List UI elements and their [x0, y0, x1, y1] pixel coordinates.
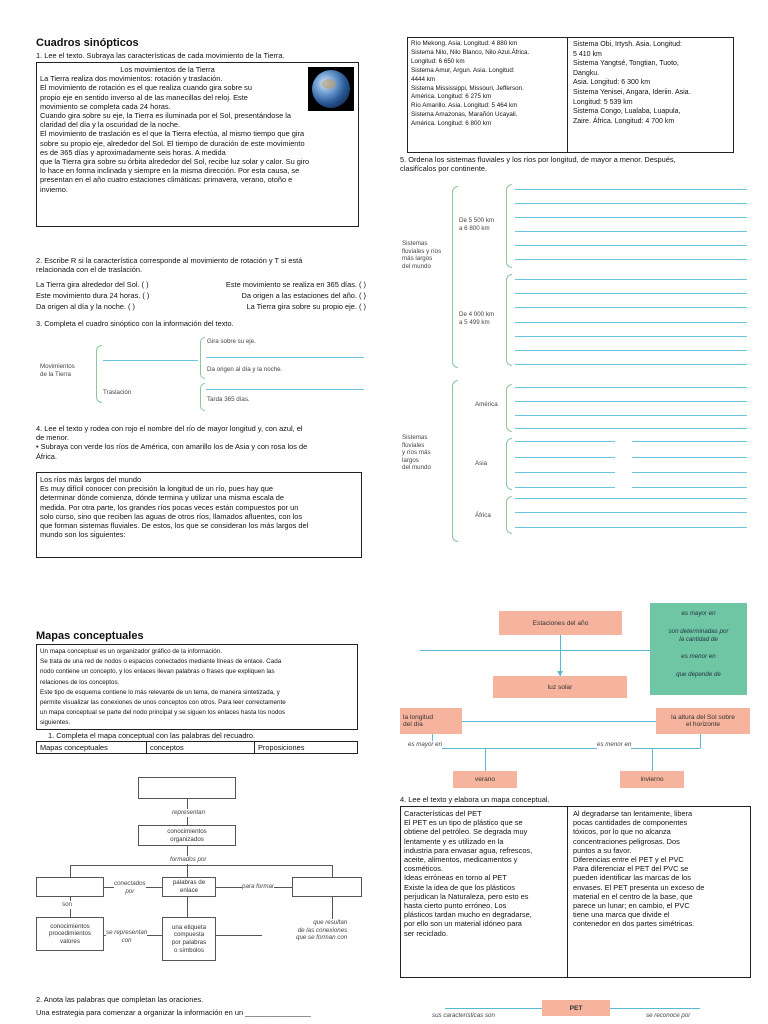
brace-america	[506, 384, 512, 432]
pet-line: concentraciones peligrosas. Dos	[573, 836, 680, 846]
pet-text-box	[400, 806, 751, 978]
map-pet: PET	[542, 1000, 610, 1016]
answer-line[interactable]	[632, 457, 747, 458]
pet-line: pueden identificar las marcas de los	[573, 873, 691, 883]
connector	[332, 865, 333, 877]
answer-line[interactable]	[515, 498, 747, 499]
answer-line[interactable]	[103, 360, 198, 361]
pet-left	[401, 807, 568, 977]
map-se-representan: se representan con	[106, 929, 148, 944]
pet-line: por ello son un material idóneo para	[404, 919, 522, 929]
rivers-table-right	[570, 38, 733, 128]
answer-line[interactable]	[632, 441, 747, 442]
q2-item: La Tierra gira alrededor del Sol. ( )	[36, 280, 149, 289]
map-estaciones: Estaciones del año	[499, 611, 622, 635]
answer-line[interactable]	[515, 387, 747, 388]
pet-right	[570, 807, 750, 931]
answer-line[interactable]	[515, 245, 747, 246]
connector	[216, 935, 262, 936]
answer-line[interactable]	[515, 259, 747, 260]
answer-line[interactable]	[515, 512, 747, 513]
brace-rotacion	[200, 337, 205, 379]
pet-line: hasta cierto punto erróneo. Los	[404, 901, 507, 911]
pet-line: El PET es un tipo de plástico que se	[404, 818, 523, 828]
map-etiqueta: una etiqueta compuesta por palabras o símbolos	[162, 917, 216, 961]
rios-line: determinar dónde comienza, dónde termina y utilizar una misma escala de	[40, 493, 285, 503]
mapas-line: Este tipo de esquema contiene lo más relevante de un tema, de manera sintetizada, y	[40, 688, 280, 696]
answer-line[interactable]	[515, 307, 747, 308]
answer-line[interactable]	[515, 189, 747, 190]
q2-line: relacionada con el de traslación.	[36, 265, 142, 275]
answer-line[interactable]	[515, 336, 747, 337]
connector	[445, 1008, 542, 1009]
pet-line: tiene una marca que divide el	[573, 910, 670, 920]
pet-line: plásticos tardan mucho en degradarse,	[404, 910, 532, 920]
box-line: invierno.	[40, 184, 68, 194]
pet-line: aceite, alimentos, medicamentos y	[404, 855, 518, 865]
map-conectados: conectados por	[114, 880, 146, 895]
map-es-menor: es menor en	[597, 741, 632, 748]
question-2	[36, 256, 302, 274]
box-line: El movimiento de traslación es el que la Tierra efectúa, al mismo tiempo que gira	[40, 129, 305, 139]
answer-line[interactable]	[515, 322, 747, 323]
mapas-question-1: 1. Completa el mapa conceptual con las palabras del recuadro.	[48, 731, 256, 740]
box-line: Cuando gira sobre su eje, la Tierra es iluminada por el Sol, presentándose la	[40, 111, 292, 121]
answer-line[interactable]	[515, 293, 747, 294]
brace-range-1	[506, 184, 512, 268]
diagram-origen: Da origen al día y la noche.	[207, 366, 283, 373]
box-line: La Tierra realiza dos movimientos: rotación y traslación.	[40, 74, 223, 84]
brace-sistemas-2	[452, 380, 458, 542]
map-conocimientos: conocimientos organizados	[138, 825, 236, 846]
word-box	[36, 741, 358, 754]
answer-line[interactable]	[206, 389, 364, 390]
pet-line: contenedor en dos partes simétricas.	[573, 919, 695, 929]
range-label-2: De 4 000 km a 5 499 km	[459, 311, 495, 326]
question-1: 1. Lee el texto. Subraya las características de cada movimiento de la Tierra.	[36, 51, 285, 60]
pet-line: Diferencias entre el PET y el PVC	[573, 855, 684, 865]
answer-line[interactable]	[515, 457, 615, 458]
connector	[652, 748, 653, 772]
section-title-cuadros: Cuadros sinópticos	[36, 37, 139, 49]
map-se-reconoce: se reconoce por	[646, 1012, 691, 1019]
connector	[420, 650, 670, 651]
table-cell-line: Longitud: 5 539 km	[573, 98, 633, 106]
map-blank-left[interactable]	[36, 877, 104, 897]
pet-line: pocas cantidades de componentes	[573, 818, 688, 828]
box-line: que la Tierra gira sobre su órbita alrededor del Sol, recibe luz solar y calor. Su giro	[40, 157, 310, 167]
box-line: propio eje en sentido inverso al de las manecillas del reloj. Este	[40, 92, 248, 102]
brace-main	[96, 345, 102, 403]
box-line: lo hace en forma inclinada y siempre en la misma dirección. Por esta causa, se	[40, 166, 300, 176]
answer-line[interactable]	[515, 415, 747, 416]
map-son: son	[62, 901, 72, 908]
pet-line: envases. El PET presenta un exceso de	[573, 882, 705, 892]
globe-icon	[312, 70, 350, 108]
map-palabras: palabras de enlace	[162, 877, 216, 897]
mapas-line: Se trata de una red de nodos o espacios conectados mediante líneas de enlace. Cada	[40, 658, 282, 666]
pet-line: parece un lunar; en cambio, el PVC	[573, 901, 690, 911]
rios-line: mundo son los siguientes:	[40, 530, 126, 540]
map-es-mayor: es mayor en	[408, 741, 443, 748]
pet-line: cosméticos.	[404, 864, 444, 874]
connector	[462, 721, 656, 722]
box-line: claridad del día y la oscuridad de la noche.	[40, 120, 181, 130]
table-cell-line: Asia. Longitud: 6 300 km	[573, 79, 651, 87]
map-para-formar: para formar	[242, 883, 274, 890]
q2-item: Da origen al día y la noche. ( )	[36, 302, 136, 312]
pet-line: ser reciclado.	[404, 928, 448, 938]
table-cell-line: Sistema Amazonas, Marañón Ucayali.	[411, 111, 518, 119]
mapas-line: siguientes.	[40, 719, 71, 727]
table-cell-line: Sistema Amur, Argun. Asia. Longitud:	[411, 66, 515, 74]
continent-america: América	[475, 401, 498, 408]
answer-line[interactable]	[206, 357, 364, 358]
pet-line: perjudican la Naturaleza, pero esto es	[404, 891, 529, 901]
pet-line: lentamente y es utilizado en la	[404, 836, 504, 846]
q4-line: África.	[36, 451, 57, 461]
map-verano: verano	[453, 771, 517, 788]
map-invierno: invierno	[620, 771, 684, 788]
word-box-cell: Proposiciones	[255, 742, 358, 754]
earth-image	[308, 67, 354, 111]
table-cell-line: Dangku.	[573, 69, 600, 77]
answer-line[interactable]	[515, 472, 615, 473]
answer-line[interactable]	[515, 364, 747, 365]
question-4	[36, 424, 366, 461]
table-cell-line: Sistema Mississippi, Missouri, Jefferson.	[411, 84, 524, 92]
map-conoc-proc: conocimientos procedimientos valores	[36, 917, 104, 951]
brace-range-2	[506, 274, 512, 366]
table-cell-line: Río Amarillo. Asia. Longitud: 5 464 km	[411, 102, 518, 110]
pet-line: industria para envasar agua, refrescos,	[404, 845, 533, 855]
pet-line: puntos a su favor.	[573, 845, 632, 855]
answer-line[interactable]	[632, 487, 747, 488]
table-cell-line: Zaire. África. Longitud: 4 700 km	[573, 117, 675, 125]
answer-line[interactable]	[515, 203, 747, 204]
brace-sistemas-1	[452, 186, 458, 368]
map-sus-caracteristicas: sus características son	[432, 1012, 495, 1019]
table-cell-line: 4444 km	[411, 75, 436, 83]
mapas-question-2-line: Una estrategia para comenzar a organizar la información en un ________________	[36, 1008, 311, 1017]
rios-line: que forman sistemas fluviales. De estos, los que se consideran los más largos del	[40, 521, 309, 531]
pet-line: Ideas erróneas en torno al PET	[404, 873, 507, 883]
green-word: son determinadas por la cantidad de	[668, 628, 729, 643]
table-cell-line: Sistema Nilo, Nilo Blanco, Nilo Azul.África.	[411, 48, 530, 56]
table-cell-line: Sistema Yenisei, Angara, Ideriin. Asia.	[573, 88, 691, 96]
mapas-line: permite visualizar las conexiones de unos conceptos con otros. Para leer correctamente	[40, 699, 286, 707]
pet-line: tóxicos, por lo que no alcanza	[573, 827, 671, 837]
table-cell-line: Río Mekong. Asia. Longitud: 4 880 km	[411, 40, 518, 47]
map-longitud-dia: la longitud del día	[400, 708, 462, 734]
brace-asia	[506, 438, 512, 490]
map-luz-solar: luz solar	[493, 676, 627, 698]
map-formados: formados por	[170, 856, 207, 863]
diagram-tarda: Tarda 365 días.	[207, 396, 250, 403]
word-box-cell: Mapas conceptuales	[37, 742, 147, 754]
table-cell-line: Sistema Congo, Lualaba, Luapula,	[573, 108, 681, 116]
box-line: El movimiento de rotación es el que realiza cuando gira sobre su	[40, 83, 252, 93]
rivers-table-left	[408, 38, 568, 152]
pet-line: Características del PET	[404, 809, 482, 818]
box-line: es de 365 días y aproximadamente seis horas. A medida	[40, 147, 226, 157]
question-5	[400, 155, 676, 173]
pet-line: Existe la idea de que los plásticos	[404, 882, 515, 892]
connector	[432, 748, 700, 749]
pet-line: Al degradarse tan lentamente, libera	[573, 809, 693, 818]
connector	[70, 865, 332, 866]
rios-line: medida. Por otra parte, los grandes ríos pocas veces están compuestos por un	[40, 502, 299, 512]
answer-line[interactable]	[515, 401, 747, 402]
q4-line: 4. Lee el texto y rodea con rojo el nombre del río de mayor longitud y, con azul, el	[36, 424, 303, 433]
map-altura-sol: la altura del Sol sobre el horizonte	[656, 708, 750, 734]
connector	[187, 897, 188, 917]
q2-item: La Tierra gira sobre su propio eje. ( )	[246, 302, 366, 312]
q2-item: Este movimiento dura 24 horas. ( )	[36, 291, 150, 301]
table-cell-line: Sistema Obi, Irtysh. Asia. Longitud:	[573, 41, 682, 48]
answer-line[interactable]	[515, 428, 747, 429]
table-cell-line: Longitud: 6 650 km	[411, 57, 465, 65]
range-label-1: De 5 500 km a 6 800 km	[459, 217, 495, 232]
connector	[70, 865, 71, 877]
continent-asia: Asia	[475, 460, 488, 467]
rios-line: Es muy difícil conocer con precisión la longitud de un río, pues hay que	[40, 484, 273, 494]
box-line: presentan en el año cuatro estaciones climáticas: primavera, verano, otoño e	[40, 175, 293, 185]
answer-line[interactable]	[515, 527, 747, 528]
green-word: que depende de	[676, 671, 721, 678]
table-cell-line: América. Longitud: 6 800 km	[411, 120, 492, 128]
mapas-line: nodo contiene un concepto, y los enlaces llevan palabras o frases que expliquen las	[40, 668, 275, 676]
map-representan: representan	[172, 809, 206, 816]
brace-africa	[506, 496, 512, 534]
question-3: 3. Completa el cuadro sinóptico con la información del texto.	[36, 319, 234, 328]
table-cell-line: 5 410 km	[573, 50, 602, 58]
map-blank-right[interactable]	[292, 877, 362, 897]
rios-line: solo curso, sino que reciben las aguas de otros ríos, llamados afluentes, con los	[40, 511, 303, 521]
word-box-cell: conceptos	[147, 742, 255, 754]
rivers-table	[407, 37, 734, 153]
pet-line: material en el centro de la base, que	[573, 891, 693, 901]
green-word: es menor en	[681, 653, 716, 660]
answer-line[interactable]	[515, 350, 747, 351]
table-cell-line: Sistema Yangtsé, Tongtian, Tuoto,	[573, 60, 679, 68]
diagram-gira: Gira sobre su eje.	[207, 338, 256, 345]
q4-line: • Subraya con verde los ríos de América, con amarillo los de Asia y con rosa los de	[36, 442, 308, 452]
map-blank-top[interactable]	[138, 777, 236, 799]
q5-line: clasifícalos por continente.	[400, 164, 488, 174]
mapas-line: Un mapa conceptual es un organizador gráfico de la información.	[40, 648, 223, 655]
sistemas-label-2: Sistemas fluviales y ríos más largos del mundo	[402, 434, 431, 472]
continent-africa: África	[475, 512, 491, 519]
connector	[700, 734, 701, 748]
rios-title: Los ríos más largos del mundo	[40, 475, 142, 484]
q5-line: 5. Ordena los sistemas fluviales y los ríos por longitud, de mayor a menor. Después,	[400, 155, 676, 164]
q2-item: Este movimiento se realiza en 365 días. ( )	[225, 280, 366, 289]
green-word-bank	[650, 603, 747, 695]
answer-line[interactable]	[515, 217, 747, 218]
q2-item: Da origen a las estaciones del año. ( )	[241, 291, 366, 301]
q4-line: de menor.	[36, 433, 69, 443]
box-title: Los movimientos de la Tierra	[120, 65, 215, 74]
question-pet: 4. Lee el texto y elabora un mapa conceptual.	[400, 795, 550, 804]
mapas-line: relaciones de los conceptos.	[40, 678, 120, 686]
brace-traslacion	[200, 383, 205, 411]
connector	[610, 1008, 700, 1009]
answer-line[interactable]	[515, 231, 747, 232]
text-box-rios	[36, 472, 362, 558]
mapas-question-2: 2. Anota las palabras que completan las oraciones.	[36, 995, 204, 1004]
q2-line: 2. Escribe R si la característica corresponde al movimiento de rotación y T si está	[36, 256, 303, 265]
answer-line[interactable]	[515, 279, 747, 280]
pet-line: obtiene del petróleo. Se degrada muy	[404, 827, 528, 837]
green-word: es mayor en	[681, 610, 716, 617]
answer-line[interactable]	[515, 441, 615, 442]
table-cell-line: América. Longitud: 6 275 km	[411, 93, 492, 101]
connector	[485, 748, 486, 772]
answer-line[interactable]	[632, 472, 747, 473]
map-que-resultan: que resultan de las conexiones que se forman con	[296, 919, 348, 942]
q2-items	[36, 280, 366, 312]
diagram-traslacion: Traslación	[103, 389, 132, 396]
connector	[187, 865, 188, 877]
section-title-mapas: Mapas conceptuales	[36, 630, 144, 642]
sistemas-label-1: Sistemas fluviales y ríos más largos del mundo	[402, 240, 442, 270]
mapas-line: un mapa conceptual se parte del nodo principal y se siguen los enlaces hasta los nodos	[40, 709, 286, 717]
text-box-mapas	[36, 644, 358, 730]
answer-line[interactable]	[515, 487, 615, 488]
box-line: sobre su propio eje, alrededor del Sol. El tiempo de duración de este movimiento	[40, 138, 305, 148]
box-line: movimiento se completa cada 24 horas.	[40, 101, 171, 111]
pet-line: Para diferenciar el PET del PVC se	[573, 864, 689, 874]
diagram-root: Movimientos de la Tierra	[40, 363, 75, 378]
connector	[332, 897, 333, 919]
